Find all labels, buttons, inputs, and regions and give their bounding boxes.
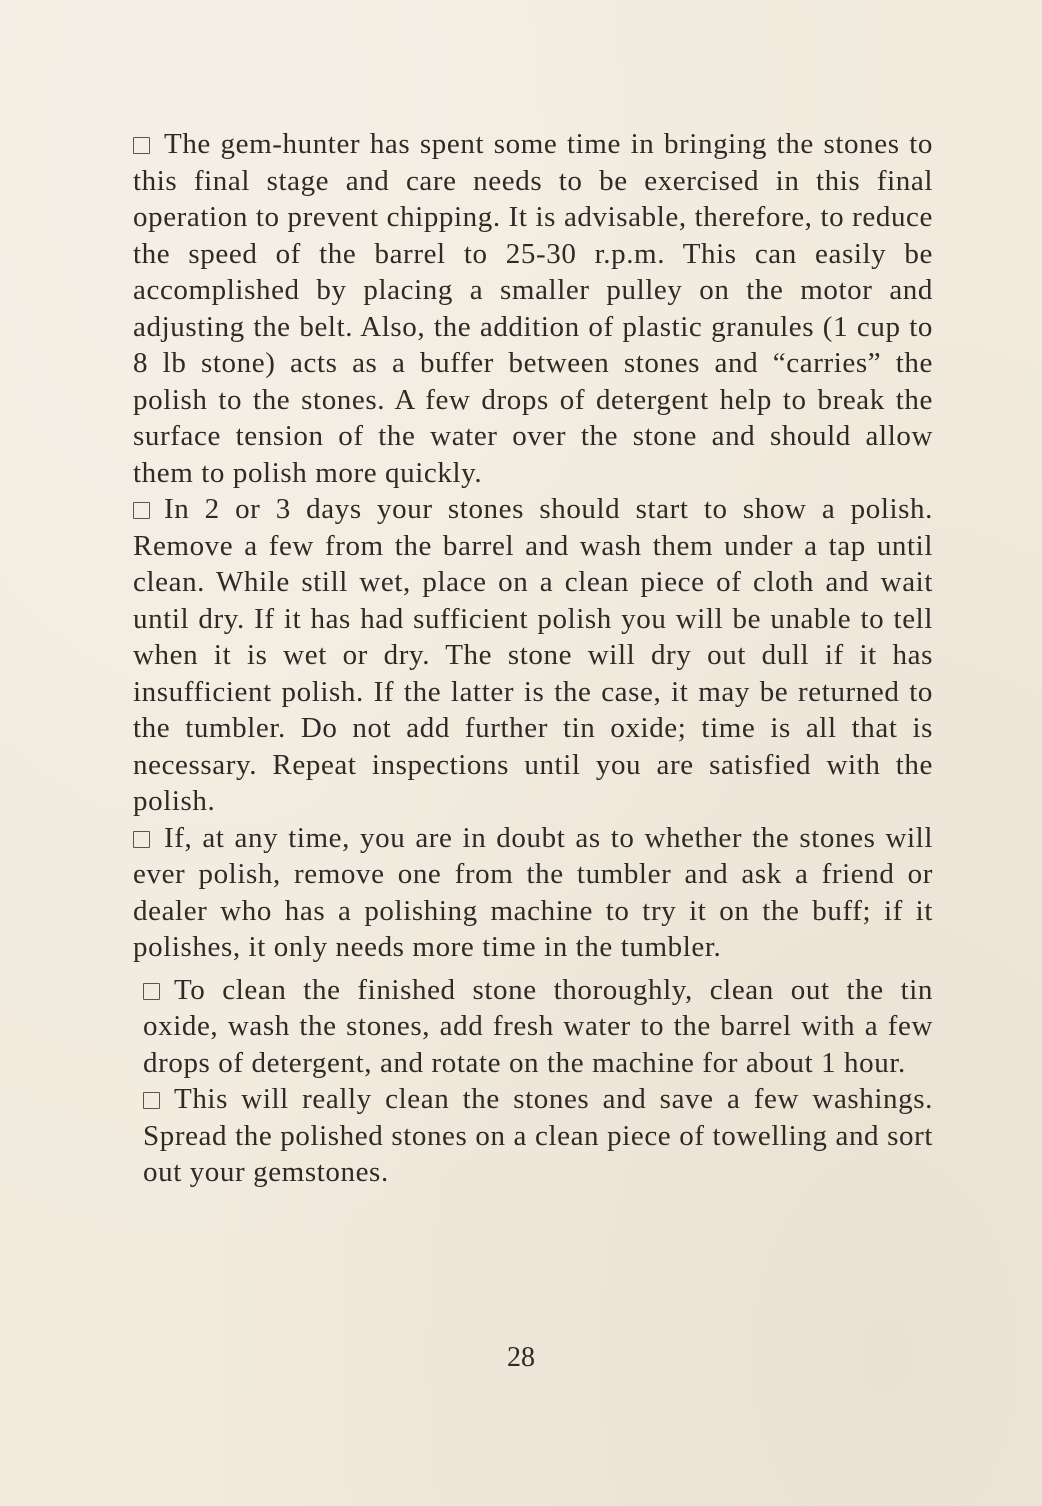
page-body (133, 126, 933, 1191)
checkbox-icon (143, 1092, 160, 1109)
paragraph-text: The gem-hunter has spent some time in bringing the stones to this final stage and care needs to be exercised in this final operation to prevent chipping. It is advisable, therefore, to reduce the speed of the barrel to 25-30 r.p.m. This can easily be accomplished by placing a smaller pulley on the motor and adjusting the belt. Also, the addition of plastic granules (1 cup to 8 lb stone) acts as a buffer between stones and “carries” the polish to the stones. A few drops of detergent help to break the surface tension of the water over the stone and should allow them to polish more quickly. (133, 128, 933, 489)
checkbox-icon (143, 983, 160, 1000)
checkbox-icon (133, 137, 150, 154)
paragraph-text: To clean the finished stone thoroughly, clean out the tin oxide, wash the stones, add fresh water to the barrel with a few drops of detergent, and rotate on the machine for about 1 hour. (143, 973, 933, 1079)
paragraph-text: In 2 or 3 days your stones should start to show a polish. Remove a few from the barrel and wash them under a tap until clean. While still wet, place on a clean piece of cloth and wait until dry. If it has had sufficient polish you will be unable to tell when it is wet or dry. The stone will dry out dull if it has insufficient polish. If the latter is the case, it may be returned to the tumbler. Do not add further tin oxide; time is all that is necessary. Repeat inspections until you are satisfied with the polish. (133, 493, 933, 817)
paragraph-polish-check (133, 491, 933, 820)
paragraph-final-wash (133, 1081, 933, 1191)
paragraph-text: If, at any time, you are in doubt as to whether the stones will ever polish, remove one from the tumbler and ask a friend or dealer who has a polishing machine to try it on the buff; if it polishes, it only needs more time in the tumbler. (133, 821, 933, 963)
paragraph-text: This will really clean the stones and save a few washings. Spread the polished stones on a clean piece of towelling and sort out your gemstones. (143, 1083, 933, 1188)
paragraph-doubt (133, 820, 933, 966)
checkbox-icon (133, 502, 150, 519)
checkbox-icon (133, 831, 150, 848)
paragraph-cleaning (133, 972, 933, 1082)
page-number: 28 (507, 1342, 535, 1373)
paragraph-polishing-stage (133, 126, 933, 491)
